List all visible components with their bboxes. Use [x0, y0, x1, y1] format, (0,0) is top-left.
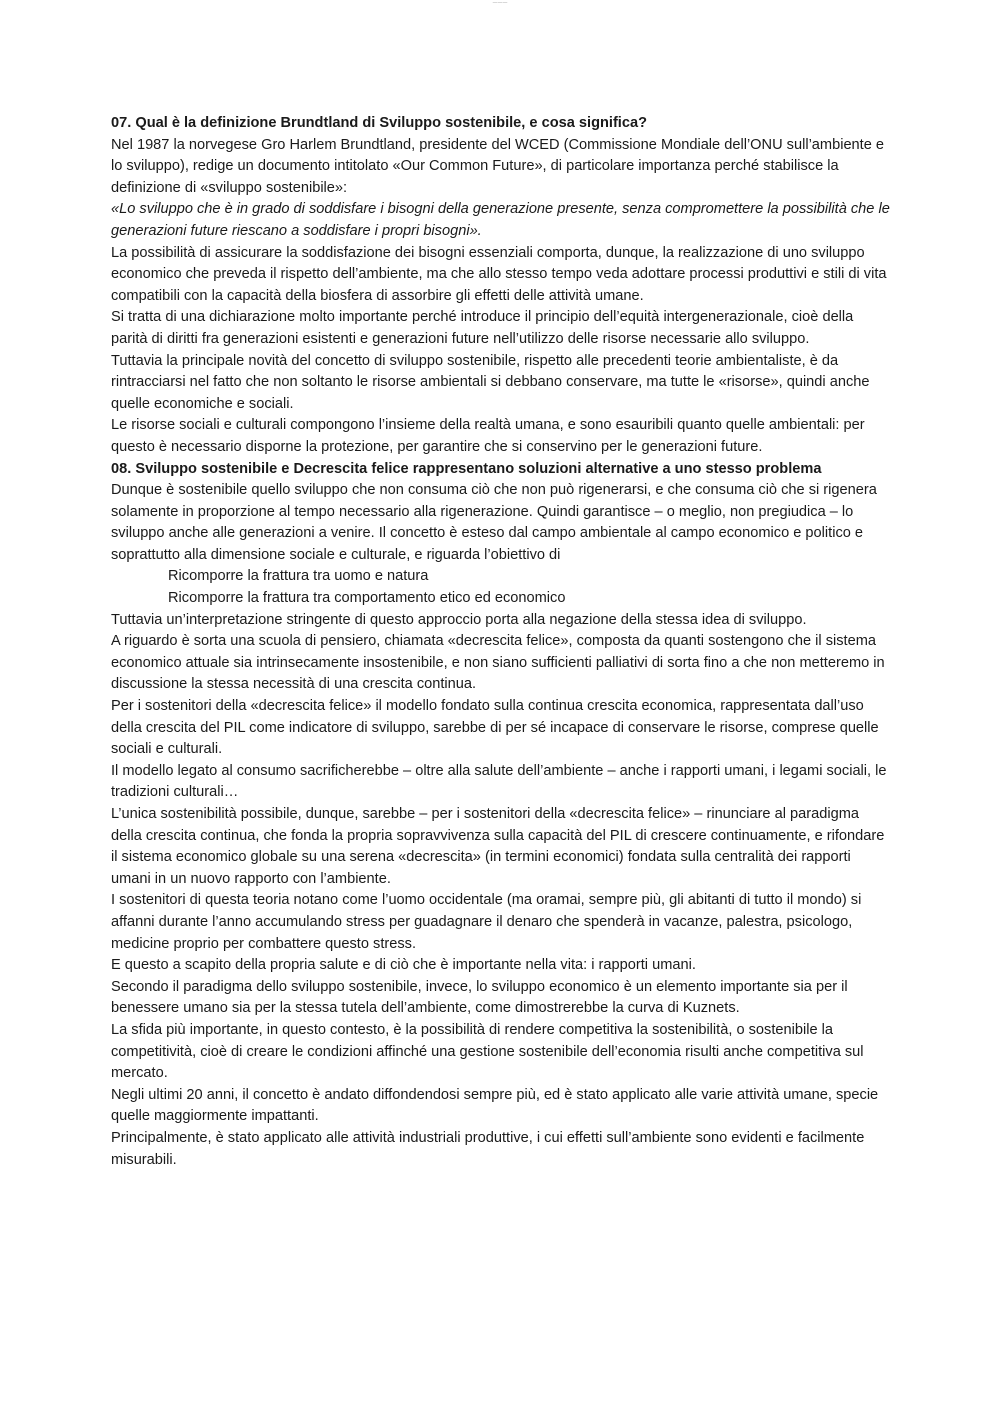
- paragraph: Dunque è sostenibile quello sviluppo che non consuma ciò che non può rigenerarsi, e che consuma ciò che si rigenera solamente in proporzione al tempo necessario alla rigenerazione. Quindi garantisce – o meglio, non pregiudica – lo sviluppo anche alle generazioni a venire. Il concetto è esteso dal campo ambientale al campo economico e politico e soprattutto alla dimensione sociale e culturale, e riguarda l’obiettivo di: [111, 482, 877, 563]
- paragraph: La possibilità di assicurare la soddisfazione dei bisogni essenziali comporta, dunque, la realizzazione di uno sviluppo economico che preveda il rispetto dell’ambiente, ma che allo stesso tempo veda adottare processi produttivi e stili di vita compatibili con la capacità della biosfera di assorbire gli effetti delle attività umane.: [111, 244, 887, 304]
- paragraph: Secondo il paradigma dello sviluppo sostenibile, invece, lo sviluppo economico è un elemento importante sia per il benessere umano sia per la stessa tutela dell’ambiente, come dimostrerebbe la curva di Kuznets.: [111, 978, 848, 1017]
- document-body: [111, 113, 891, 1171]
- indented-item: Ricomporre la frattura tra uomo e natura: [168, 568, 429, 585]
- paragraph: Per i sostenitori della «decrescita felice» il modello fondato sulla continua crescita economica, rappresentata dall’uso della crescita del PIL come indicatore di sviluppo, sarebbe di per sé incapace di conservare le risorse, comprese quelle sociali e culturali.: [111, 698, 879, 758]
- paragraph: Negli ultimi 20 anni, il concetto è andato diffondendosi sempre più, ed è stato applicato alle varie attività umane, specie quelle maggiormente impattanti.: [111, 1086, 879, 1125]
- paragraph: Nel 1987 la norvegese Gro Harlem Brundtland, presidente del WCED (Commissione Mondiale dell’ONU sull’ambiente e lo sviluppo), redige un documento intitolato «Our Common Future», di particolare importanza perché stabilisce la definizione di «sviluppo sostenibile»:: [111, 136, 885, 196]
- paragraph: L’unica sostenibilità possibile, dunque, sarebbe – per i sostenitori della «decrescita felice» – rinunciare al paradigma della crescita continua, che fonda la propria sopravvivenza sulla capacità del PIL di crescere continuamente, e rifondare il sistema economico globale su una serena «decrescita» (in termini economici) fondata sulla centralità dei rapporti umani in un nuovo rapporto con l’ambiente.: [111, 806, 885, 887]
- question-08-heading: 08. Sviluppo sostenibile e Decrescita felice rappresentano soluzioni alternative a uno stesso problema: [111, 460, 822, 477]
- paragraph: Tuttavia la principale novità del concetto di sviluppo sostenibile, rispetto alle precedenti teorie ambientaliste, è da rintracciarsi nel fatto che non soltanto le risorse ambientali si debbano conservare, ma tutte le «risorse», quindi anche quelle economiche e sociali.: [111, 352, 870, 412]
- paragraph: Tuttavia un’interpretazione stringente di questo approccio porta alla negazione della stessa idea di sviluppo.: [111, 611, 807, 628]
- paragraph: E questo a scapito della propria salute e di ciò che è importante nella vita: i rapporti umani.: [111, 957, 696, 974]
- paragraph: Si tratta di una dichiarazione molto importante perché introduce il principio dell’equità intergenerazionale, cioè della parità di diritti fra generazioni esistenti e generazioni future nell’utilizzo delle risorse necessarie allo sviluppo.: [111, 309, 854, 347]
- paragraph: A riguardo è sorta una scuola di pensiero, chiamata «decrescita felice», composta da quanti sostengono che il sistema economico attuale sia intrinsecamente insostenibile, e non siano sufficienti palliativi di sorta fino a che non metteremo in discussione la stessa necessità di una crescita continua.: [111, 633, 885, 693]
- paragraph: I sostenitori di questa teoria notano come l’uomo occidentale (ma oramai, sempre più, gli abitanti di tutto il mondo) si affanni durante l’anno accumulando stress per guadagnare il denaro che spenderà in vacanze, palestra, psicologo, medicine proprio per combattere questo stress.: [111, 892, 862, 952]
- brundtland-quote: «Lo sviluppo che è in grado di soddisfare i bisogni della generazione presente, senza compromettere la possibilità che le generazioni future riescano a soddisfare i propri bisogni».: [111, 201, 890, 239]
- paragraph: La sfida più importante, in questo contesto, è la possibilità di rendere competitiva la sostenibilità, o sostenibile la competitività, cioè di creare le condizioni affinché una gestione sostenibile dell’economia risulti anche competitiva sul mercato.: [111, 1021, 864, 1082]
- paragraph: Le risorse sociali e culturali compongono l’insieme della realtà umana, e sono esauribili quanto quelle ambientali: per questo è necessario disporne la protezione, per garantire che si conservino per le generazioni future.: [111, 417, 865, 455]
- question-07-heading: 07. Qual è la definizione Brundtland di Sviluppo sostenibile, e cosa significa?: [111, 115, 648, 131]
- paragraph: Principalmente, è stato applicato alle attività industriali produttive, i cui effetti sull’ambiente sono evidenti e facilmente misurabili.: [111, 1129, 865, 1168]
- header-mark: ———: [492, 0, 508, 6]
- paragraph: Il modello legato al consumo sacrificherebbe – oltre alla salute dell’ambiente – anche i rapporti umani, i legami sociali, le tradizioni culturali…: [111, 762, 887, 801]
- indented-item: Ricomporre la frattura tra comportamento etico ed economico: [168, 590, 566, 607]
